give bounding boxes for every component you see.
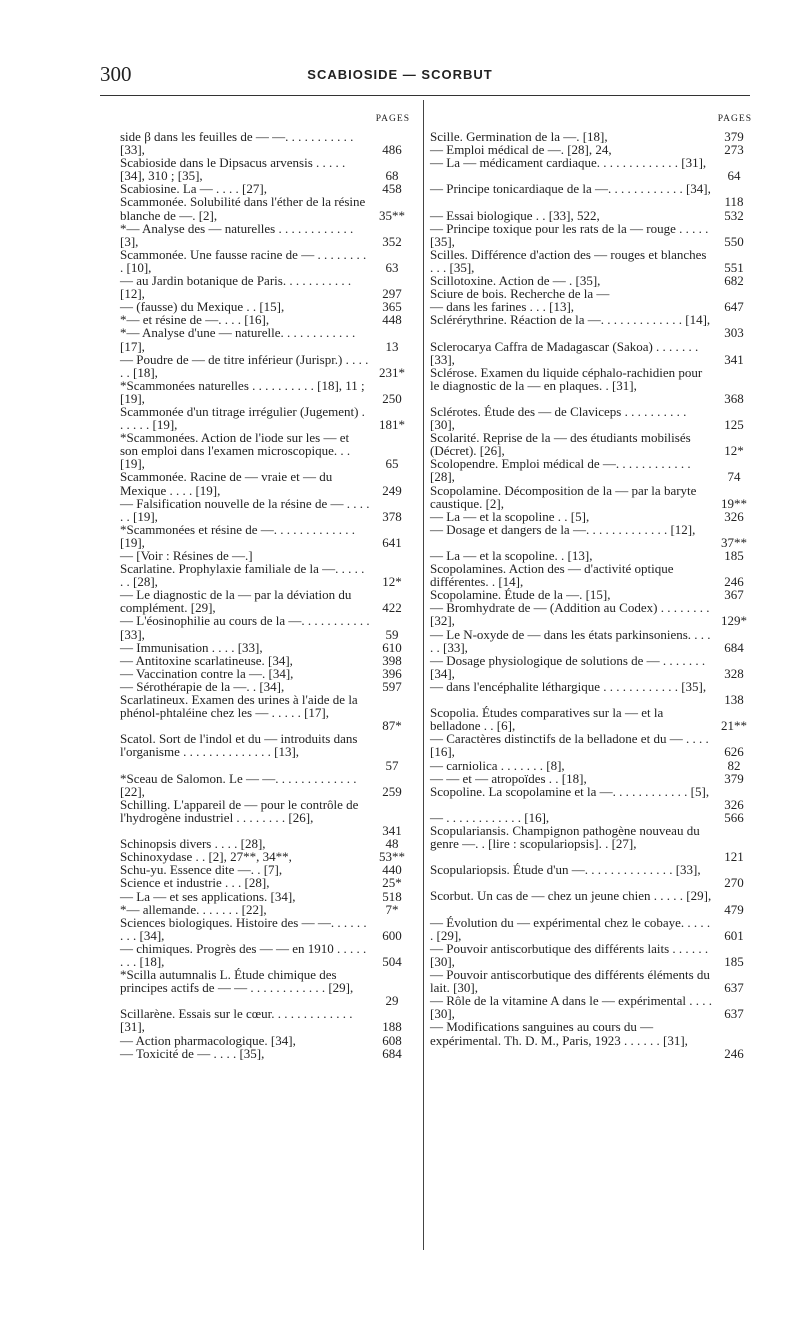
index-entry bbox=[120, 1034, 410, 1047]
entry-text: — Action pharmacologique. [34], bbox=[120, 1032, 296, 1048]
entry-text: — La — et la scopoline. . [13], bbox=[430, 548, 593, 564]
entry-page-number: 48 bbox=[385, 836, 399, 852]
entry-page-number: 25* bbox=[382, 875, 402, 891]
entry-text: — dans l'encéphalite léthargique . . . . . . . . . . . . [35], bbox=[430, 678, 707, 694]
entry-text: — au Jardin botanique de Paris. . . . . . . . . . . [12], bbox=[120, 273, 352, 302]
entry-page-number: 532 bbox=[724, 207, 744, 223]
index-entry bbox=[120, 326, 410, 352]
entry-page-number: 550 bbox=[724, 233, 744, 249]
entry-page-number: 19** bbox=[721, 495, 747, 511]
entry-page-number: 448 bbox=[382, 312, 402, 328]
index-entry bbox=[120, 588, 410, 614]
entry-text: — Le diagnostic de la — par la déviation du complément. [29], bbox=[120, 587, 352, 616]
index-entry bbox=[120, 523, 410, 549]
index-entry bbox=[430, 732, 752, 758]
index-entry bbox=[430, 457, 752, 483]
entry-page-number: 259 bbox=[382, 783, 402, 799]
index-entry bbox=[120, 431, 410, 470]
index-entry bbox=[430, 863, 752, 889]
index-entry bbox=[120, 968, 410, 1007]
entry-page-number: 479 bbox=[724, 901, 744, 917]
index-entry bbox=[430, 680, 752, 706]
index-entry bbox=[430, 313, 752, 339]
entry-page-number: 68 bbox=[385, 168, 399, 184]
entry-text: — Emploi médical de —. [28], 24, bbox=[430, 142, 612, 158]
index-entry bbox=[120, 274, 410, 300]
entry-page-number: 637 bbox=[724, 980, 744, 996]
index-entry bbox=[120, 876, 410, 889]
index-entry bbox=[430, 562, 752, 588]
entry-text: — Dosage physiologique de solutions de — . . . . . . . [34], bbox=[430, 652, 706, 681]
entry-page-number: 551 bbox=[724, 259, 744, 275]
entry-text: — Immunisation . . . . [33], bbox=[120, 639, 263, 655]
entry-page-number: 59 bbox=[385, 626, 399, 642]
entry-list bbox=[430, 130, 752, 1060]
entry-page-number: 118 bbox=[724, 194, 744, 210]
entry-page-number: 74 bbox=[727, 469, 741, 485]
index-entry bbox=[430, 759, 752, 772]
index-entry bbox=[120, 195, 410, 221]
index-entry bbox=[430, 772, 752, 785]
entry-text: — Bromhydrate de — (Addition au Codex) . . . . . . . . [32], bbox=[430, 600, 710, 629]
entry-page-number: 87* bbox=[382, 718, 402, 734]
index-entry bbox=[120, 130, 410, 156]
entry-page-number: 12* bbox=[382, 574, 402, 590]
entry-page-number: 297 bbox=[382, 286, 402, 302]
entry-text: — L'éosinophilie au cours de la —. . . . . . . . . . . [33], bbox=[120, 613, 370, 642]
index-entry bbox=[430, 340, 752, 366]
entry-text: — Modifications sanguines au cours du — expérimental. Th. D. M., Paris, 1923 . . . . . . [31], bbox=[430, 1019, 688, 1048]
index-entry bbox=[430, 824, 752, 863]
entry-page-number: 246 bbox=[724, 574, 744, 590]
entry-text: — [Voir : Résines de —.] bbox=[120, 548, 253, 564]
entry-page-number: 626 bbox=[724, 744, 744, 760]
entry-text: Schinoxydase . . [2], 27**, 34**, bbox=[120, 849, 292, 865]
pages-label bbox=[430, 114, 752, 128]
entry-page-number: 21** bbox=[721, 718, 747, 734]
index-entry bbox=[120, 916, 410, 942]
entry-text: Scammonée d'un titrage irrégulier (Jugement) . . . . . . [19], bbox=[120, 403, 365, 433]
entry-text: Scammonée. Solubilité dans l'éther de la résine blanche de —. [2], bbox=[120, 194, 366, 223]
entry-page-number: 440 bbox=[382, 862, 402, 878]
entry-page-number: 610 bbox=[382, 639, 402, 655]
index-entry bbox=[120, 693, 410, 732]
entry-text: Scopolamine. Étude de la —. [15], bbox=[430, 587, 611, 603]
column-divider bbox=[423, 100, 424, 1250]
entry-text: Sciure de bois. Recherche de la — bbox=[430, 286, 610, 302]
entry-page-number: 37** bbox=[721, 534, 747, 550]
entry-text: — dans les farines . . . [13], bbox=[430, 299, 575, 315]
index-entry bbox=[430, 1020, 752, 1059]
index-entry bbox=[120, 405, 410, 431]
entry-page-number: 352 bbox=[382, 233, 402, 249]
index-entry bbox=[430, 654, 752, 680]
entry-text: Scille. Germination de la —. [18], bbox=[430, 129, 608, 144]
index-entry bbox=[430, 601, 752, 627]
index-entry bbox=[120, 353, 410, 379]
entry-page-number: 684 bbox=[724, 639, 744, 655]
entry-text: *— Analyse des — naturelles . . . . . . . . . . . . [3], bbox=[120, 220, 354, 249]
entry-page-number: 379 bbox=[724, 129, 744, 144]
entry-text: — Toxicité de — . . . . [35], bbox=[120, 1045, 265, 1061]
entry-page-number: 398 bbox=[382, 652, 402, 668]
entry-text: — Caractères distinctifs de la belladone et du — . . . . [16], bbox=[430, 731, 709, 760]
entry-text: Scillarène. Essais sur le cœur. . . . . . . . . . . . . [31], bbox=[120, 1006, 353, 1035]
entry-text: — La — médicament cardiaque. . . . . . . . . . . . . [31], bbox=[430, 155, 707, 171]
index-entry bbox=[120, 942, 410, 968]
entry-page-number: 341 bbox=[724, 351, 744, 367]
entry-text: Sclerocarya Caffra de Madagascar (Sakoa) . . . . . . . [33], bbox=[430, 338, 699, 367]
entry-page-number: 138 bbox=[724, 692, 744, 708]
entry-page-number: 125 bbox=[724, 417, 744, 433]
index-entry bbox=[120, 798, 410, 837]
index-entry bbox=[120, 654, 410, 667]
entry-text: *— allemande. . . . . . . [22], bbox=[120, 901, 267, 917]
index-entry bbox=[120, 379, 410, 405]
entry-text: Science et industrie . . . [28], bbox=[120, 875, 270, 891]
entry-page-number: 185 bbox=[724, 953, 744, 969]
index-entry bbox=[430, 156, 752, 182]
index-entry bbox=[120, 732, 410, 771]
entry-text: — carniolica . . . . . . . [8], bbox=[430, 757, 565, 773]
entry-page-number: 273 bbox=[724, 142, 744, 158]
index-entry bbox=[430, 405, 752, 431]
index-entry bbox=[120, 614, 410, 640]
entry-text: — La — et ses applications. [34], bbox=[120, 888, 296, 904]
entry-text: *— et résine de —. . . . [16], bbox=[120, 312, 270, 328]
entry-text: side β dans les feuilles de — —. . . . . . . . . . . [33], bbox=[120, 129, 354, 158]
entry-text: Scillotoxine. Action de — . [35], bbox=[430, 273, 601, 289]
entry-text: — . . . . . . . . . . . . [16], bbox=[430, 809, 550, 825]
entry-page-number: 566 bbox=[724, 809, 744, 825]
entry-page-number: 684 bbox=[382, 1045, 402, 1061]
running-head: SCABIOSIDE — SCORBUT bbox=[307, 67, 493, 82]
index-entry bbox=[430, 523, 752, 549]
entry-text: Scatol. Sort de l'indol et du — introduits dans l'organisme . . . . . . . . . . . . . . [13], bbox=[120, 731, 358, 760]
entry-page-number: 53** bbox=[379, 849, 405, 865]
entry-page-number: 601 bbox=[724, 927, 744, 943]
entry-text: — Antitoxine scarlatineuse. [34], bbox=[120, 652, 293, 668]
index-entry bbox=[430, 706, 752, 732]
entry-text: Scorbut. Un cas de — chez un jeune chien . . . . . [29], bbox=[430, 888, 712, 904]
entry-page-number: 637 bbox=[724, 1006, 744, 1022]
pages-label-text: PAGES bbox=[717, 114, 752, 124]
entry-page-number: 231* bbox=[379, 364, 405, 380]
entry-text: — La — et la scopoline . . [5], bbox=[430, 508, 590, 524]
entry-page-number: 341 bbox=[382, 823, 402, 839]
index-entry bbox=[120, 667, 410, 680]
index-entry bbox=[430, 628, 752, 654]
entry-page-number: 121 bbox=[724, 849, 744, 865]
entry-text: — Vaccination contre la —. [34], bbox=[120, 665, 294, 681]
entry-text: Scopulariopsis. Étude d'un —. . . . . . . . . . . . . . [33], bbox=[430, 862, 701, 878]
entry-page-number: 13 bbox=[385, 338, 399, 354]
index-entry bbox=[120, 497, 410, 523]
index-entry bbox=[120, 248, 410, 274]
entry-text: Scabioside dans le Dipsacus arvensis . . . . . [34], 310 ; [35], bbox=[120, 155, 346, 184]
entry-page-number: 378 bbox=[382, 508, 402, 524]
index-entry bbox=[430, 968, 752, 994]
right-column bbox=[430, 114, 752, 1060]
entry-text: *Scammonées naturelles . . . . . . . . . . [18], 11 ; [19], bbox=[120, 377, 365, 406]
entry-page-number: 326 bbox=[724, 508, 744, 524]
entry-text: — Essai biologique . . [33], 522, bbox=[430, 207, 600, 223]
entry-page-number: 63 bbox=[385, 259, 399, 275]
entry-page-number: 12* bbox=[724, 443, 744, 459]
entry-text: — Principe tonicardiaque de la —. . . . . . . . . . . . [34], bbox=[430, 181, 711, 197]
entry-text: — Pouvoir antiscorbutique des différents éléments du lait. [30], bbox=[430, 967, 710, 996]
entry-text: — Évolution du — expérimental chez le cobaye. . . . . . [29], bbox=[430, 914, 711, 943]
entry-text: Scilles. Différence d'action des — rouges et blanches . . . [35], bbox=[430, 246, 707, 275]
entry-text: Sciences biologiques. Histoire des — —. . . . . . . . . [34], bbox=[120, 914, 367, 943]
pages-label-text: PAGES bbox=[375, 114, 410, 124]
page-number: 300 bbox=[100, 62, 132, 86]
entry-text: *Scammonées et résine de —. . . . . . . . . . . . . [19], bbox=[120, 521, 356, 550]
entry-text: — chimiques. Progrès des — — en 1910 . . . . . . . . [18], bbox=[120, 940, 367, 969]
entry-page-number: 35** bbox=[379, 207, 405, 223]
entry-page-number: 367 bbox=[724, 587, 744, 603]
entry-page-number: 270 bbox=[724, 875, 744, 891]
entry-text: — Pouvoir antiscorbutique des différents laits . . . . . . [30], bbox=[430, 940, 709, 969]
index-entry bbox=[430, 484, 752, 510]
entry-text: Scammonée. Racine de — vraie et — du Mexique . . . . [19], bbox=[120, 469, 333, 498]
index-entry bbox=[120, 772, 410, 798]
entry-text: Scopulariansis. Champignon pathogène nouveau du genre —. . [lire : scopulariopsis]. . [27], bbox=[430, 822, 700, 852]
entry-page-number: 250 bbox=[382, 390, 402, 406]
entry-text: *Scilla autumnalis L. Étude chimique des principes actifs de — — . . . . . . . . . . . . [29], bbox=[120, 967, 354, 996]
entry-page-number: 608 bbox=[382, 1032, 402, 1048]
entry-text: Scopoline. La scopolamine et la —. . . . . . . . . . . . [5], bbox=[430, 783, 710, 799]
index-entry bbox=[430, 889, 752, 915]
index-entry bbox=[120, 890, 410, 903]
entry-text: Scarlatine. Prophylaxie familiale de la —. . . . . . . [28], bbox=[120, 561, 365, 590]
entry-page-number: 303 bbox=[724, 325, 744, 341]
index-entry bbox=[430, 942, 752, 968]
index-entry bbox=[430, 994, 752, 1020]
index-entry bbox=[430, 209, 752, 222]
entry-text: Scolopendre. Emploi médical de —. . . . . . . . . . . . [28], bbox=[430, 456, 691, 485]
entry-page-number: 647 bbox=[724, 299, 744, 315]
entry-text: Scolarité. Reprise de la — des étudiants mobilisés (Décret). [26], bbox=[430, 430, 691, 459]
entry-page-number: 65 bbox=[385, 456, 399, 472]
index-entry bbox=[430, 510, 752, 523]
entry-text: Schu-yu. Essence dite —. . [7], bbox=[120, 862, 283, 878]
entry-page-number: 7* bbox=[385, 901, 399, 917]
entry-text: *Sceau de Salomon. Le — —. . . . . . . . . . . . . [22], bbox=[120, 770, 357, 799]
entry-page-number: 368 bbox=[724, 390, 744, 406]
index-entry bbox=[120, 903, 410, 916]
entry-text: — Rôle de la vitamine A dans le — expérimental . . . . [30], bbox=[430, 993, 712, 1022]
entry-page-number: 57 bbox=[385, 757, 399, 773]
entry-page-number: 29 bbox=[385, 993, 399, 1009]
entry-page-number: 188 bbox=[382, 1019, 402, 1035]
entry-page-number: 82 bbox=[727, 757, 741, 773]
entry-text: Schinopsis divers . . . . [28], bbox=[120, 836, 266, 852]
entry-text: — Dosage et dangers de la —. . . . . . . . . . . . . [12], bbox=[430, 521, 696, 537]
entry-text: Sclérose. Examen du liquide céphalo-rachidien pour le diagnostic de la — en plaques. . [31], bbox=[430, 364, 703, 393]
entry-page-number: 600 bbox=[382, 927, 402, 943]
entry-text: — — et — atropoïdes . . [18], bbox=[430, 770, 587, 786]
entry-text: — Poudre de — de titre inférieur (Jurispr.) . . . . . . [18], bbox=[120, 351, 369, 380]
entry-text: Scopolia. Études comparatives sur la — et la belladone . . [6], bbox=[430, 705, 664, 734]
entry-page-number: 682 bbox=[724, 273, 744, 289]
entry-page-number: 379 bbox=[724, 770, 744, 786]
index-entry bbox=[430, 431, 752, 457]
index-entry bbox=[430, 222, 752, 248]
entry-page-number: 64 bbox=[727, 168, 741, 184]
entry-page-number: 326 bbox=[724, 796, 744, 812]
entry-text: Scarlatineux. Examen des urines à l'aide de la phénol-phtaléine chez les — . . . . . [17], bbox=[120, 692, 358, 721]
entry-text: Scammonée. Une fausse racine de — . . . . . . . . . [10], bbox=[120, 246, 367, 275]
index-entry bbox=[120, 562, 410, 588]
pages-label bbox=[120, 114, 410, 128]
index-entry bbox=[430, 916, 752, 942]
entry-page-number: 597 bbox=[382, 678, 402, 694]
entry-text: — Falsification nouvelle de la résine de — . . . . . . [19], bbox=[120, 495, 370, 524]
entry-page-number: 185 bbox=[724, 548, 744, 564]
index-entry bbox=[430, 785, 752, 811]
entry-page-number: 422 bbox=[382, 600, 402, 616]
entry-text: Scopolamine. Décomposition de la — par la baryte caustique. [2], bbox=[430, 482, 697, 511]
entry-page-number: 181* bbox=[379, 417, 405, 433]
entry-text: Sclérotes. Étude des — de Claviceps . . . . . . . . . . [30], bbox=[430, 403, 687, 433]
index-entry bbox=[120, 156, 410, 182]
entry-text: *— Analyse d'une — naturelle. . . . . . . . . . . . [17], bbox=[120, 325, 356, 354]
header-rule bbox=[100, 95, 750, 96]
entry-text: Scabiosine. La — . . . . [27], bbox=[120, 181, 267, 197]
entry-text: Schilling. L'appareil de — pour le contrôle de l'hydrogène industriel . . . . . . . . [26], bbox=[120, 796, 359, 825]
entry-page-number: 641 bbox=[382, 534, 402, 550]
index-entry bbox=[120, 1047, 410, 1060]
entry-page-number: 246 bbox=[724, 1045, 744, 1061]
entry-text: Sclérérythrine. Réaction de la —. . . . . . . . . . . . . [14], bbox=[430, 312, 711, 328]
entry-page-number: 504 bbox=[382, 953, 402, 969]
index-entry bbox=[430, 366, 752, 405]
entry-page-number: 129* bbox=[721, 613, 747, 629]
left-column bbox=[120, 114, 410, 1060]
index-entry bbox=[120, 222, 410, 248]
entry-page-number: 458 bbox=[382, 181, 402, 197]
index-entry bbox=[120, 641, 410, 654]
index-entry bbox=[120, 1007, 410, 1033]
index-entry bbox=[430, 248, 752, 274]
entry-list bbox=[120, 130, 410, 1060]
entry-page-number: 518 bbox=[382, 888, 402, 904]
entry-text: — Le N-oxyde de — dans les états parkinsoniens. . . . . . [33], bbox=[430, 626, 711, 655]
entry-page-number: 486 bbox=[382, 142, 402, 158]
entry-page-number: 328 bbox=[724, 665, 744, 681]
entry-text: *Scammonées. Action de l'iode sur les — et son emploi dans l'examen microscopique. . . [19], bbox=[120, 430, 351, 472]
entry-text: Scopolamines. Action des — d'activité optique différentes. . [14], bbox=[430, 561, 674, 590]
index-entry bbox=[120, 470, 410, 496]
entry-text: — (fausse) du Mexique . . [15], bbox=[120, 299, 285, 315]
entry-text: — Sérothérapie de la —. . [34], bbox=[120, 678, 285, 694]
entry-page-number: 396 bbox=[382, 665, 402, 681]
entry-page-number: 249 bbox=[382, 482, 402, 498]
entry-page-number: 365 bbox=[382, 299, 402, 315]
index-entry bbox=[430, 182, 752, 208]
entry-text: — Principe toxique pour les rats de la — rouge . . . . . [35], bbox=[430, 220, 709, 249]
